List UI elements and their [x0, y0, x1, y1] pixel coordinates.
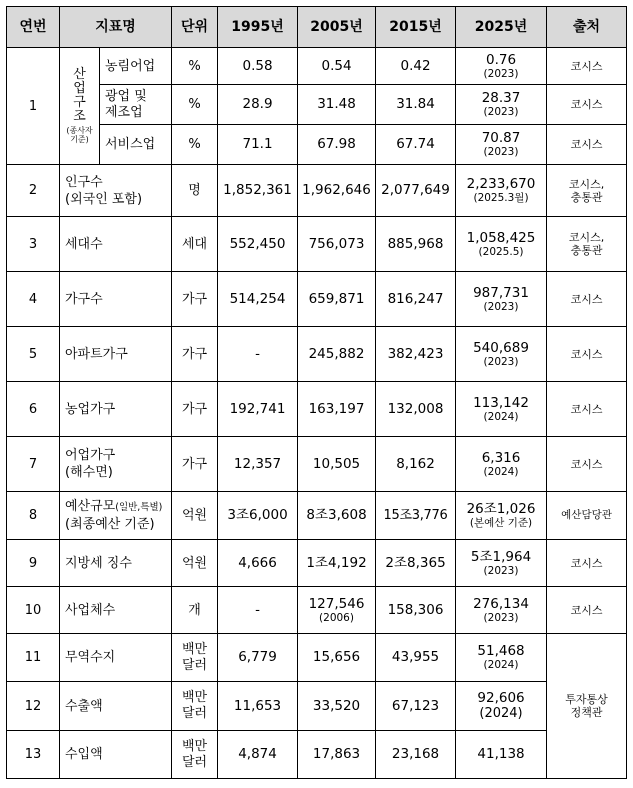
indicator-name: 농림어업 [100, 48, 172, 85]
value-1995: 4,874 [218, 731, 298, 779]
unit: % [172, 125, 218, 165]
value-2015: 15조3,776 [376, 492, 456, 540]
source: 코시스 [547, 437, 627, 492]
source: 코시스 [547, 382, 627, 437]
row-number: 6 [7, 382, 60, 437]
value-2025: 5조1,964 (2023) [456, 540, 547, 587]
unit: 개 [172, 587, 218, 634]
table-row [7, 272, 627, 327]
unit: 세대 [172, 217, 218, 272]
header-row [7, 7, 627, 48]
value-2005: 67.98 [298, 125, 376, 165]
value-2005: 0.54 [298, 48, 376, 85]
value-2025: 1,058,425 (2025.5) [456, 217, 547, 272]
value-2025: 987,731 (2023) [456, 272, 547, 327]
table-row [7, 125, 627, 165]
row-number: 3 [7, 217, 60, 272]
value-1995: - [218, 327, 298, 382]
value-2005: 17,863 [298, 731, 376, 779]
source: 코시스 [547, 587, 627, 634]
indicator-name: 수입액 [60, 731, 172, 779]
value-2005: 163,197 [298, 382, 376, 437]
source: 코시스 [547, 48, 627, 85]
header-indicator: 지표명 [60, 7, 172, 48]
value-2015: 816,247 [376, 272, 456, 327]
unit: 억원 [172, 492, 218, 540]
row-number: 13 [7, 731, 60, 779]
row-number: 11 [7, 634, 60, 682]
unit: 백만 달러 [172, 731, 218, 779]
table-row [7, 634, 627, 682]
source: 예산담당관 [547, 492, 627, 540]
unit: 가구 [172, 327, 218, 382]
value-2005: 31.48 [298, 85, 376, 125]
source: 코시스 [547, 85, 627, 125]
value-2025: 2,233,670 (2025.3월) [456, 165, 547, 217]
indicator-name: 서비스업 [100, 125, 172, 165]
header-source: 출처 [547, 7, 627, 48]
table-row [7, 217, 627, 272]
value-2025: 28.37 (2023) [456, 85, 547, 125]
value-2005: 756,073 [298, 217, 376, 272]
value-2015: 382,423 [376, 327, 456, 382]
value-1995: 4,666 [218, 540, 298, 587]
table-row [7, 731, 627, 779]
value-1995: 192,741 [218, 382, 298, 437]
table-row [7, 382, 627, 437]
value-2015: 132,008 [376, 382, 456, 437]
value-2025: 41,138 [456, 731, 547, 779]
table-row [7, 48, 627, 85]
source: 코시스 [547, 272, 627, 327]
value-2015: 8,162 [376, 437, 456, 492]
value-2015: 0.42 [376, 48, 456, 85]
indicator-name: 어업가구 (해수면) [60, 437, 172, 492]
value-1995: 3조6,000 [218, 492, 298, 540]
value-1995: 0.58 [218, 48, 298, 85]
header-unit: 단위 [172, 7, 218, 48]
value-1995: 12,357 [218, 437, 298, 492]
value-2005: 127,546 (2006) [298, 587, 376, 634]
table-row [7, 327, 627, 382]
value-2015: 31.84 [376, 85, 456, 125]
value-2025: 51,468 (2024) [456, 634, 547, 682]
value-2015: 67.74 [376, 125, 456, 165]
unit: 명 [172, 165, 218, 217]
header-2025: 2025년 [456, 7, 547, 48]
header-2015: 2015년 [376, 7, 456, 48]
value-2015: 2조8,365 [376, 540, 456, 587]
value-2015: 158,306 [376, 587, 456, 634]
value-2005: 659,871 [298, 272, 376, 327]
table-row [7, 437, 627, 492]
value-2025: 276,134 (2023) [456, 587, 547, 634]
table-row [7, 492, 627, 540]
value-2005: 15,656 [298, 634, 376, 682]
value-2015: 43,955 [376, 634, 456, 682]
value-2005: 245,882 [298, 327, 376, 382]
value-2015: 885,968 [376, 217, 456, 272]
unit: % [172, 85, 218, 125]
indicator-name: 가구수 [60, 272, 172, 327]
industry-structure-note: (종사자 기준) [66, 126, 93, 144]
indicator-name: 아파트가구 [60, 327, 172, 382]
unit: 백만 달러 [172, 682, 218, 731]
value-2025: 6,316 (2024) [456, 437, 547, 492]
indicator-name: 예산규모(일반,특별) (최종예산 기준) [60, 492, 172, 540]
value-2025: 0.76 (2023) [456, 48, 547, 85]
value-2025: 540,689 (2023) [456, 327, 547, 382]
unit: 백만 달러 [172, 634, 218, 682]
table-row [7, 540, 627, 587]
indicator-name: 지방세 징수 [60, 540, 172, 587]
source: 코시스 [547, 327, 627, 382]
indicator-name: 농업가구 [60, 382, 172, 437]
value-1995: 28.9 [218, 85, 298, 125]
value-1995: 11,653 [218, 682, 298, 731]
unit: 억원 [172, 540, 218, 587]
source: 코시스, 충통관 [547, 217, 627, 272]
table-row [7, 165, 627, 217]
indicator-name: 광업 및 제조업 [100, 85, 172, 125]
header-no: 연번 [7, 7, 60, 48]
source: 코시스, 충통관 [547, 165, 627, 217]
row-number: 1 [7, 48, 60, 165]
indicator-name: 사업체수 [60, 587, 172, 634]
unit: % [172, 48, 218, 85]
source: 코시스 [547, 540, 627, 587]
value-2005: 33,520 [298, 682, 376, 731]
value-2015: 2,077,649 [376, 165, 456, 217]
value-2015: 67,123 [376, 682, 456, 731]
indicator-name: 무역수지 [60, 634, 172, 682]
value-1995: 552,450 [218, 217, 298, 272]
row-number: 8 [7, 492, 60, 540]
row-number: 9 [7, 540, 60, 587]
table-row [7, 682, 627, 731]
value-1995: 1,852,361 [218, 165, 298, 217]
industry-structure-label: 산 업 구 조 (종사자 기준) [60, 48, 100, 165]
source: 투자통상 정책관 [547, 634, 627, 779]
value-2025: 70.87 (2023) [456, 125, 547, 165]
value-2025: 26조1,026 (본예산 기준) [456, 492, 547, 540]
indicator-name: 인구수 (외국인 포함) [60, 165, 172, 217]
value-2025: 92,606 (2024) [456, 682, 547, 731]
unit: 가구 [172, 272, 218, 327]
indicator-name: 세대수 [60, 217, 172, 272]
row-number: 7 [7, 437, 60, 492]
header-1995: 1995년 [218, 7, 298, 48]
unit: 가구 [172, 382, 218, 437]
value-1995: 71.1 [218, 125, 298, 165]
value-1995: 514,254 [218, 272, 298, 327]
value-1995: 6,779 [218, 634, 298, 682]
value-1995: - [218, 587, 298, 634]
row-number: 2 [7, 165, 60, 217]
row-number: 4 [7, 272, 60, 327]
value-2005: 8조3,608 [298, 492, 376, 540]
source: 코시스 [547, 125, 627, 165]
row-number: 10 [7, 587, 60, 634]
value-2025: 113,142 (2024) [456, 382, 547, 437]
row-number: 5 [7, 327, 60, 382]
indicator-name: 수출액 [60, 682, 172, 731]
row-number: 12 [7, 682, 60, 731]
value-2005: 1,962,646 [298, 165, 376, 217]
table-row [7, 587, 627, 634]
value-2005: 10,505 [298, 437, 376, 492]
header-2005: 2005년 [298, 7, 376, 48]
unit: 가구 [172, 437, 218, 492]
table-row [7, 85, 627, 125]
statistics-table [6, 6, 627, 779]
value-2015: 23,168 [376, 731, 456, 779]
value-2005: 1조4,192 [298, 540, 376, 587]
